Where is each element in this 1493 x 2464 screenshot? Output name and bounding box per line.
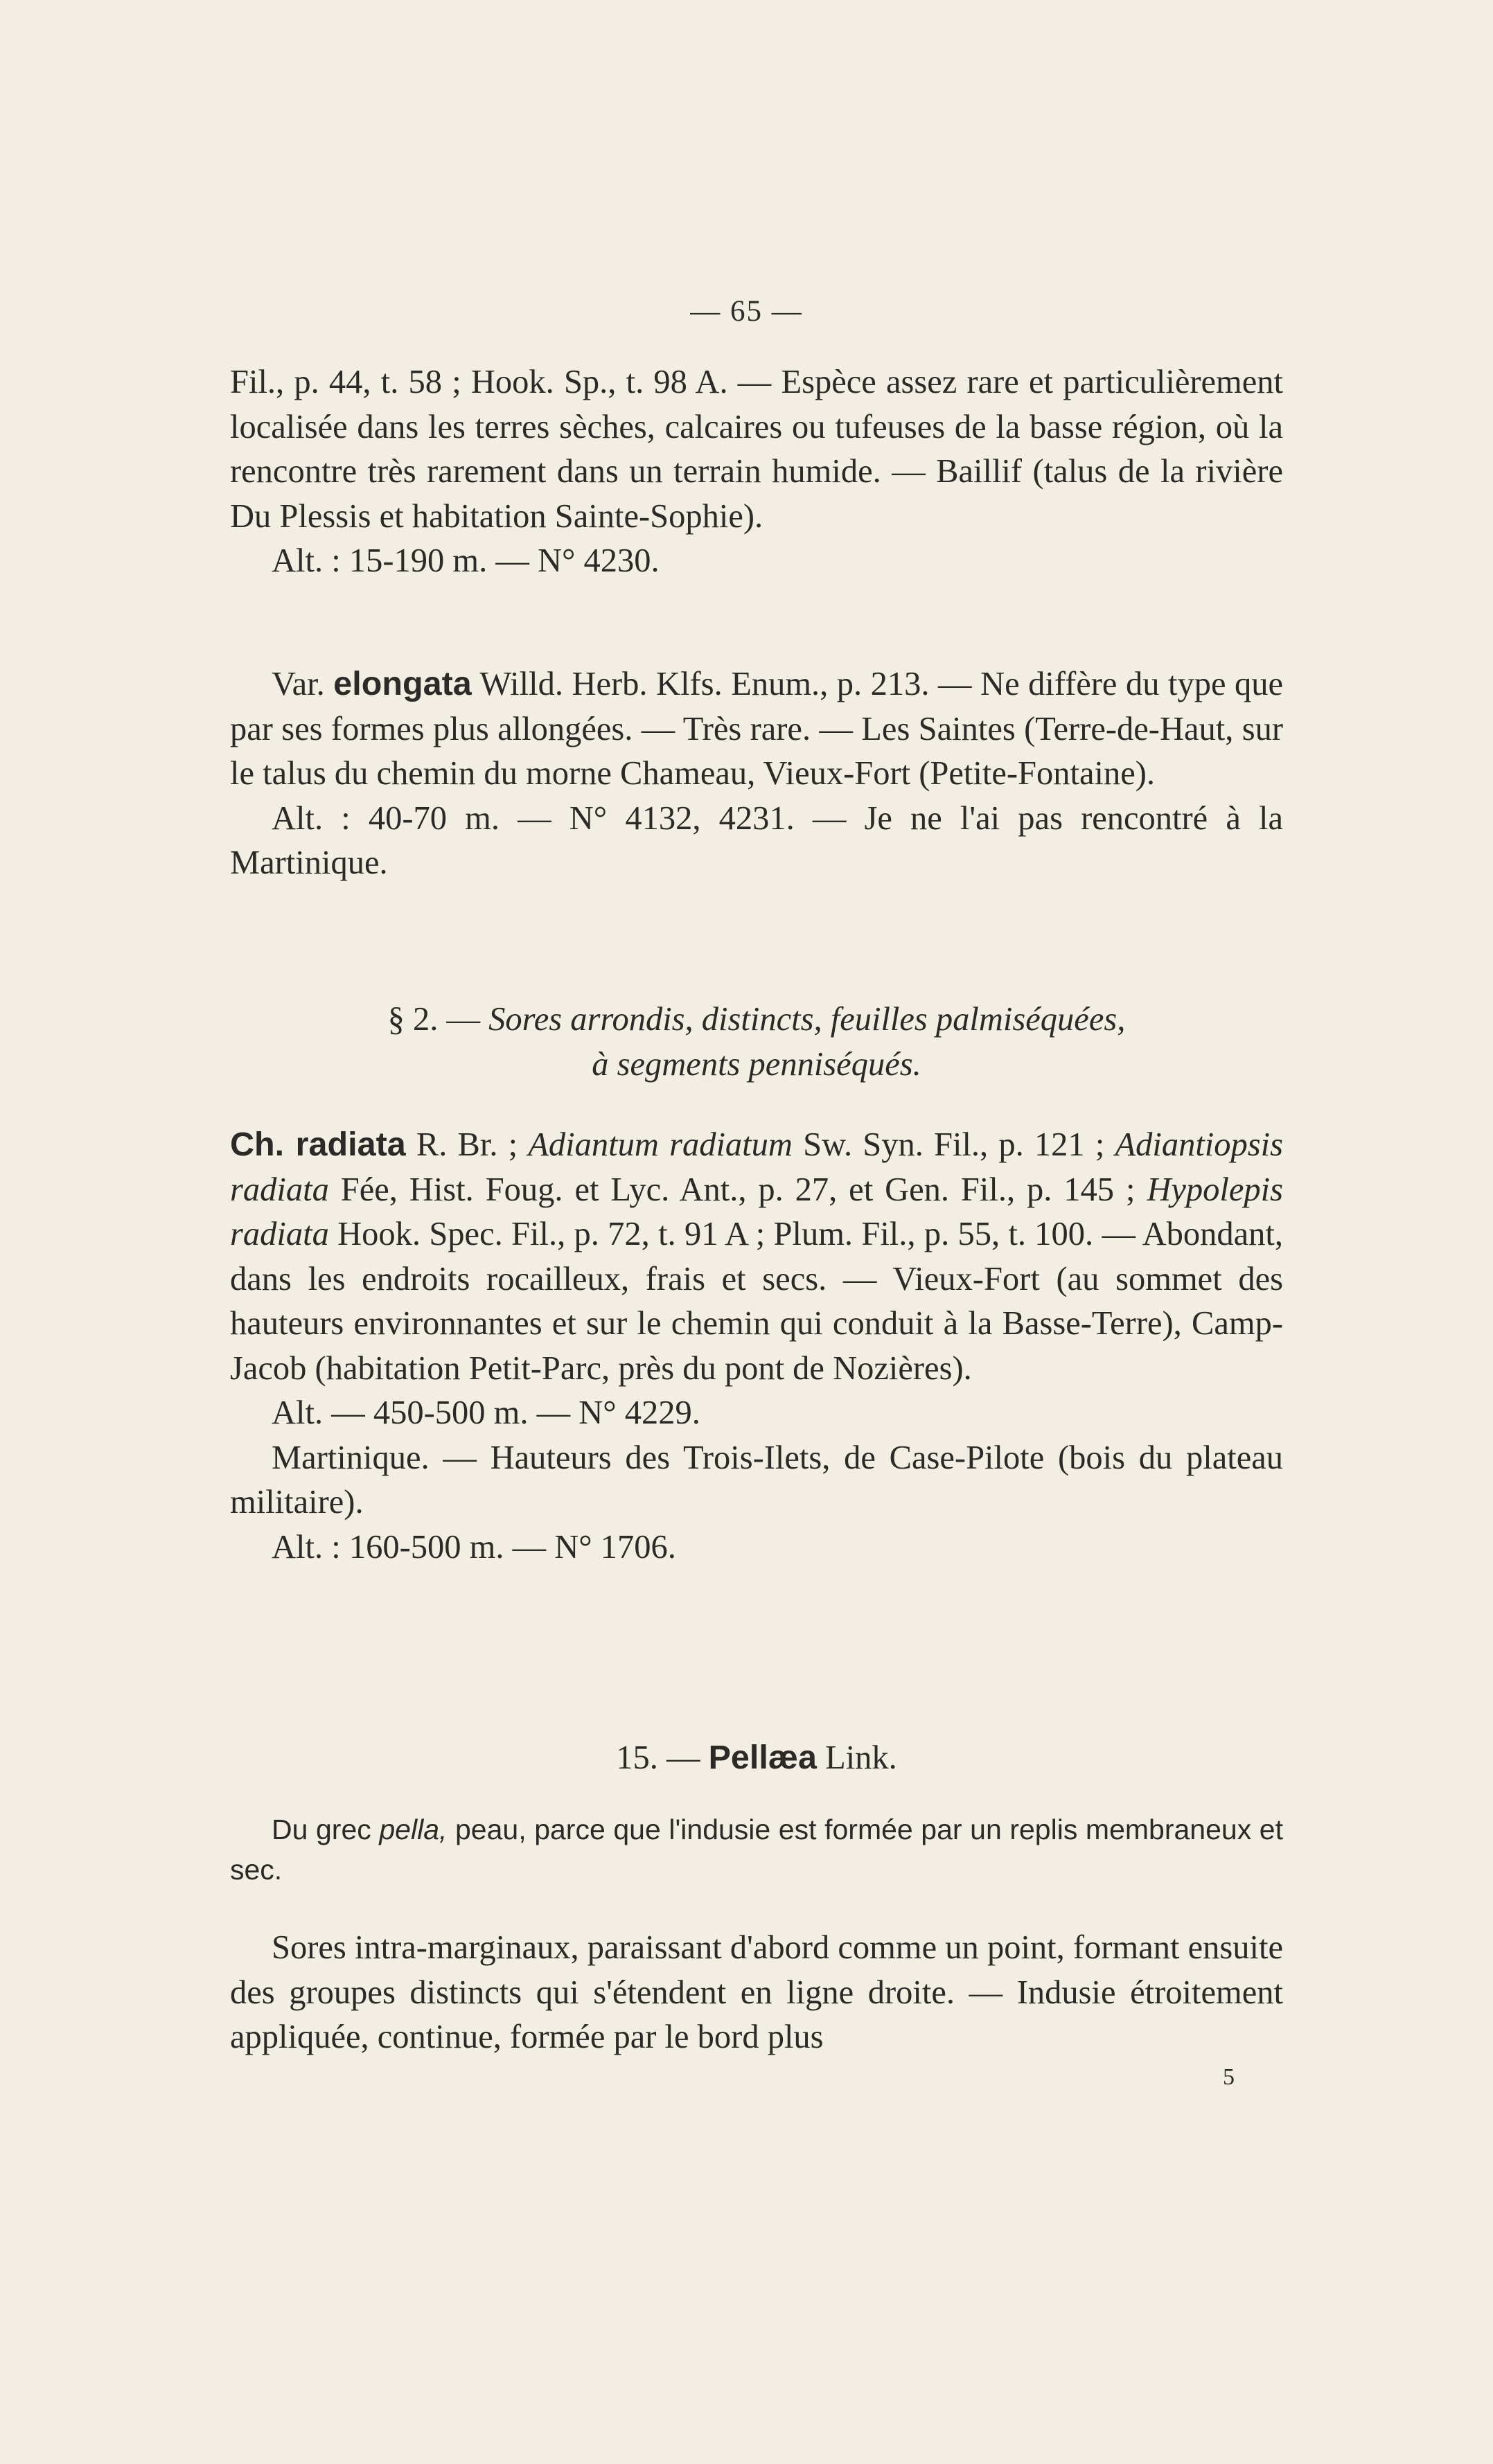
etymology-text: Du grec — [272, 1814, 371, 1845]
altitude-line: Alt. : 40-70 m. — N° 4132, 4231. — Je ne l'ai pas rencontré à la Martinique. — [230, 799, 1283, 881]
etymology-word: pella, — [379, 1814, 448, 1845]
section-number: § 2. — — [387, 1001, 481, 1038]
genus-heading — [230, 1735, 1283, 1781]
synonym-ref: Hook. Spec. Fil., p. 72, t. 91 A ; Plum. Fil., p. 55, t. 100. — Abondant, dans les endroits rocailleux, frais et secs. — Vieux-Fort (au sommet des hauteurs environnantes et sur le chemin qui conduit à la Basse-Terre), Camp-Jacob (habitation Petit-Parc, près du pont de Nozières). — [230, 1216, 1283, 1387]
synonym: Adiantiopsis radiata — [230, 1126, 1283, 1208]
section-title: Sores arrondis, distincts, feuilles palmiséquées, — [488, 1001, 1126, 1038]
etymology-text-cont: peau, parce que l'indusie est formée par un replis membraneux et sec. — [230, 1814, 1283, 1886]
paragraph: Fil., p. 44, t. 58 ; Hook. Sp., t. 98 A. — Espèce assez rare et particulièrement localisée dans les terres sèches, calcaires ou tufeuses de la basse région, où la rencontre très rarement dans un terrain humide. — Baillif (talus de la rivière Du Plessis et habitation Sainte-Sophie). — [230, 364, 1283, 535]
variety-entry — [230, 662, 1283, 886]
variety-label: Var. — [272, 666, 325, 702]
entry-continuation — [230, 360, 1283, 584]
etymology-paragraph — [230, 1809, 1283, 1890]
description-paragraph: Sores intra-marginaux, paraissant d'abord comme un point, formant ensuite des groupes distincts qui s'étendent en ligne droite. — Indusie étroitement appliquée, continue, formée par le bord plus — [230, 1929, 1283, 2055]
genus-number: 15. — — [616, 1739, 700, 1776]
martinique-paragraph: Martinique. — Hauteurs des Trois-Ilets, de Case-Pilote (bois du plateau militaire). — [230, 1439, 1283, 1521]
variety-paragraph — [230, 662, 1283, 797]
altitude-line: Alt. : 15-190 m. — N° 4230. — [272, 542, 660, 579]
species-name: Ch. radiata — [230, 1126, 406, 1163]
genus-authority: Link. — [825, 1739, 897, 1776]
variety-name: elongata — [333, 665, 472, 702]
etymology — [230, 1809, 1283, 1890]
species-paragraph — [230, 1122, 1283, 1391]
section-title-cont: à segments penniséqués. — [592, 1045, 921, 1083]
page-number: — 65 — — [690, 295, 803, 328]
species-entry — [230, 1122, 1283, 1570]
section-heading — [230, 998, 1283, 1087]
genus-description — [230, 1926, 1283, 2060]
synonym: Hypolepis radiata — [230, 1171, 1284, 1252]
altitude-line: Alt. : 160-500 m. — N° 1706. — [272, 1528, 676, 1566]
species-authority: R. Br. ; — [416, 1126, 518, 1163]
section-heading-line-1 — [230, 998, 1283, 1043]
section-heading-line-2 — [230, 1043, 1283, 1088]
synonym: Adiantum radiatum — [528, 1126, 793, 1163]
altitude-line: Alt. — 450-500 m. — N° 4229. — [272, 1394, 700, 1431]
signature-mark: 5 — [1223, 2064, 1235, 2090]
synonym-ref: Sw. Syn. Fil., p. 121 ; — [803, 1126, 1105, 1163]
genus-heading-line — [230, 1735, 1283, 1781]
synonym-ref: Fée, Hist. Foug. et Lyc. Ant., p. 27, et Gen. Fil., p. 145 ; — [340, 1171, 1136, 1208]
genus-name: Pellæa — [708, 1739, 817, 1776]
variety-text: Willd. Herb. Klfs. Enum., p. 213. — Ne diffère du type que par ses formes plus allongées. — Très rare. — Les Saintes (Terre-de-Haut, sur le talus du chemin du morne Chameau, Vieux-Fort (Petite-Fontaine). — [230, 666, 1283, 792]
